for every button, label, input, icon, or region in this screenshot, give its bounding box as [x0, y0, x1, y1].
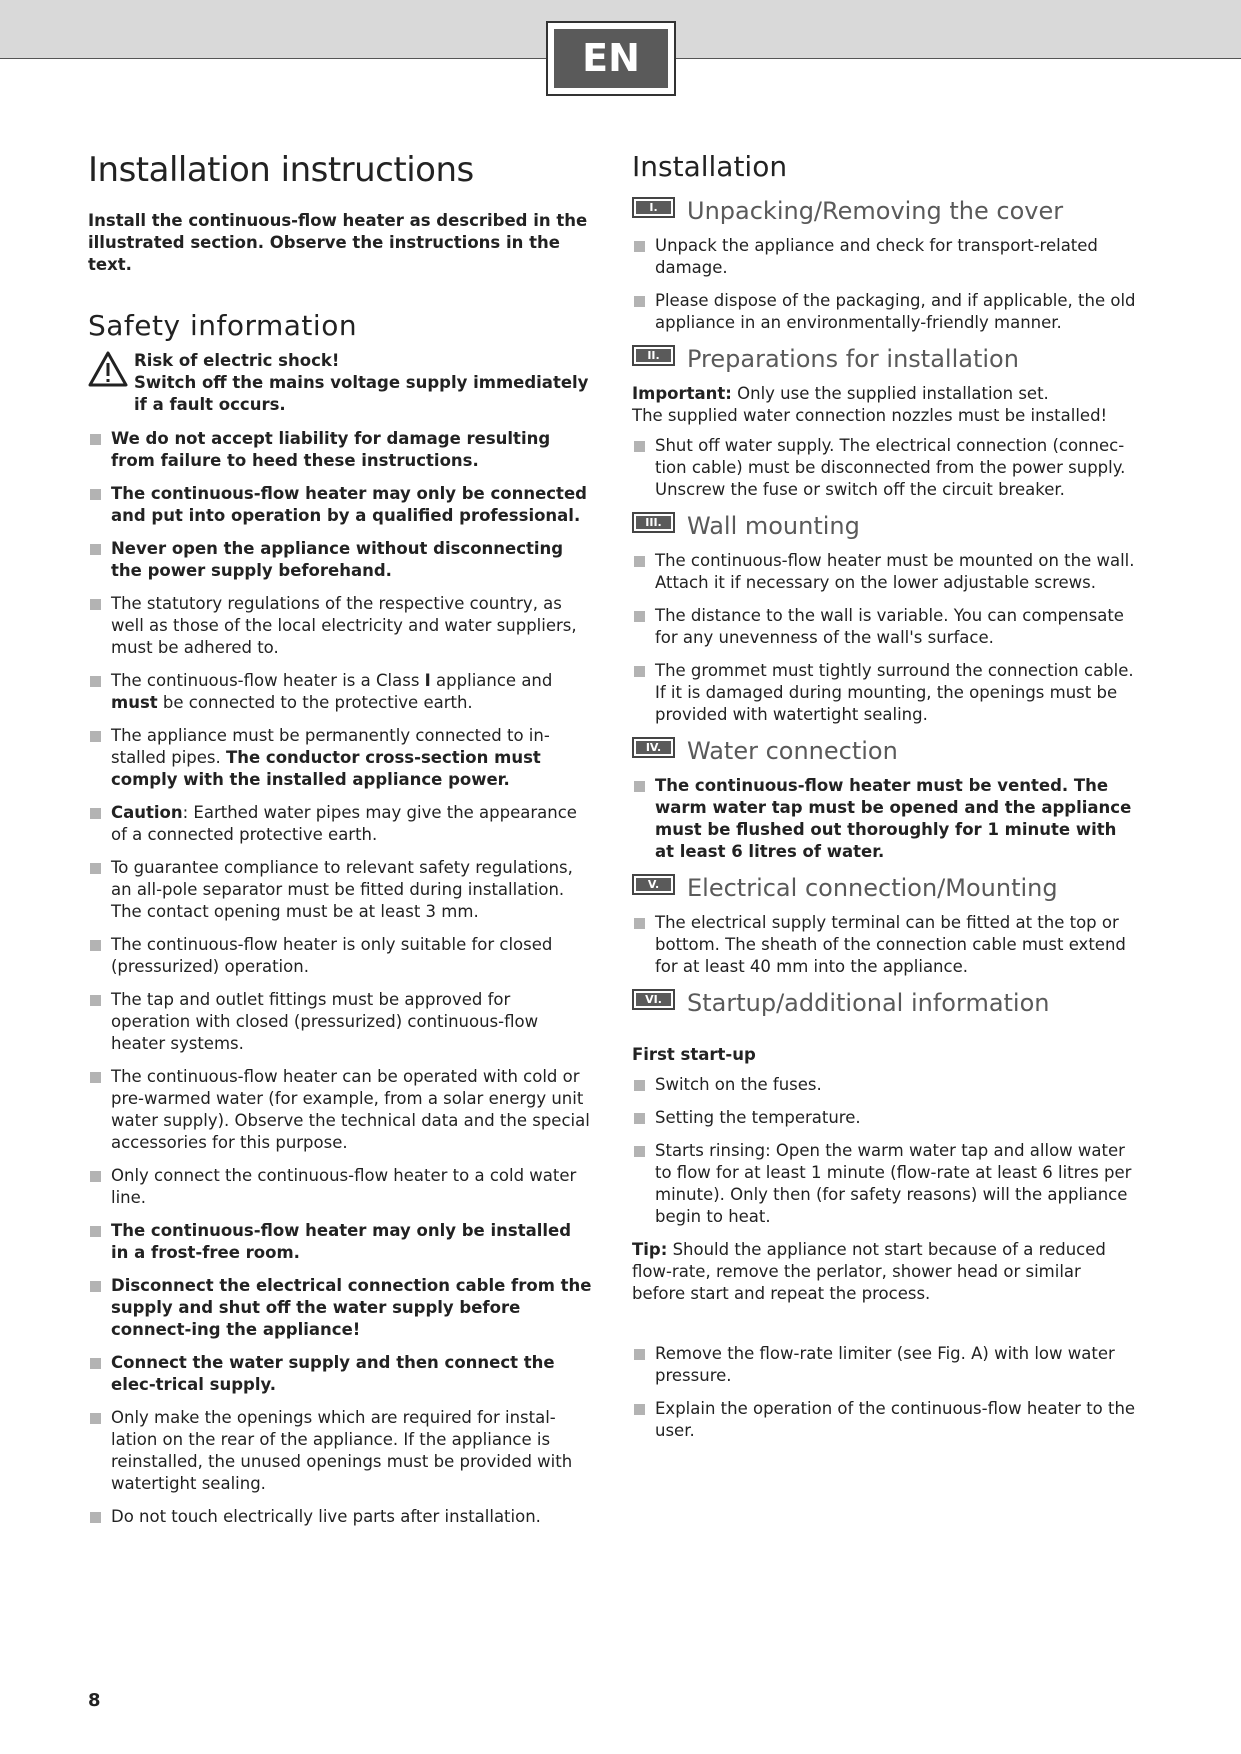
step-1-header: [632, 197, 1137, 225]
left-column: [88, 150, 593, 1539]
list-item: The continuous-flow heater must be mounted on the wall. Attach it if necessary on the lower adjustable screws.: [632, 550, 1137, 594]
language-code: EN: [554, 29, 668, 88]
step-title: Wall mounting: [687, 512, 860, 540]
installation-heading: Installation: [632, 150, 788, 183]
list-item: The continuous-flow heater may only be connected and put into operation by a qualified professional.: [88, 483, 593, 527]
list-item: The electrical supply terminal can be fitted at the top or bottom. The sheath of the connection cable must extend for at least 40 mm into the appliance.: [632, 912, 1137, 978]
step-5-list: [632, 912, 1137, 978]
list-item: Shut off water supply. The electrical connection (connec-tion cable) must be disconnected from the power supply. Unscrew the fuse or switch off the circuit breaker.: [632, 435, 1137, 501]
step-title: Startup/additional information: [687, 989, 1050, 1017]
list-item: We do not accept liability for damage resulting from failure to heed these instructions.: [88, 428, 593, 472]
right-column: [632, 150, 1137, 1453]
list-item: The distance to the wall is variable. You can compensate for any unevenness of the wall's surface.: [632, 605, 1137, 649]
list-item: The continuous-flow heater can be operated with cold or pre-warmed water (for example, from a solar energy unit water supply). Observe the technical data and the special accessories for this purpose.: [88, 1066, 593, 1154]
electric-shock-warning: [88, 350, 593, 416]
step-number-badge: I.: [632, 197, 675, 218]
page-number: 8: [88, 1690, 101, 1711]
step-3-list: [632, 550, 1137, 726]
step-3-header: [632, 512, 1137, 540]
step-2-list: [632, 435, 1137, 501]
list-item: Unpack the appliance and check for transport-related damage.: [632, 235, 1137, 279]
list-item: Starts rinsing: Open the warm water tap and allow water to flow for at least 1 minute (flow-rate at least 6 litres per minute). Only then (for safety reasons) will the appliance begin to heat.: [632, 1140, 1137, 1228]
first-startup-subheading: First start-up: [632, 1045, 756, 1064]
intro-text: Install the continuous-flow heater as described in the illustrated section. Observe the instructions in the text.: [88, 211, 588, 274]
step-number-badge: IV.: [632, 737, 675, 758]
step-1-list: [632, 235, 1137, 334]
list-item: To guarantee compliance to relevant safety regulations, an all-pole separator must be fitted during installation. The contact opening must be at least 3 mm.: [88, 857, 593, 923]
list-item: The appliance must be permanently connected to in-stalled pipes. The conductor cross-section must comply with the installed appliance power.: [88, 725, 593, 791]
step-number-badge: VI.: [632, 989, 675, 1010]
list-item: The statutory regulations of the respective country, as well as those of the local electricity and water suppliers, must be adhered to.: [88, 593, 593, 659]
warning-text: [134, 350, 593, 416]
language-badge: [546, 21, 676, 96]
list-item: The continuous-flow heater is only suitable for closed (pressurized) operation.: [88, 934, 593, 978]
step-4-list: [632, 775, 1137, 863]
list-item: Caution: Earthed water pipes may give the appearance of a connected protective earth.: [88, 802, 593, 846]
step-4-header: [632, 737, 1137, 765]
tip-note: Tip: Should the appliance not start because of a reduced flow-rate, remove the perlator, shower head or similar before start and repeat the process.: [632, 1240, 1106, 1303]
list-item: The grommet must tightly surround the connection cable. If it is damaged during mounting, the openings must be provided with watertight sealing.: [632, 660, 1137, 726]
step-title: Preparations for installation: [687, 345, 1019, 373]
list-item: Setting the temperature.: [632, 1107, 1137, 1129]
list-item: Never open the appliance without disconnecting the power supply beforehand.: [88, 538, 593, 582]
list-item: Do not touch electrically live parts after installation.: [88, 1506, 593, 1528]
list-item: Explain the operation of the continuous-flow heater to the user.: [632, 1398, 1137, 1442]
list-item: Please dispose of the packaging, and if applicable, the old appliance in an environmentally-friendly manner.: [632, 290, 1137, 334]
step-2-header: [632, 345, 1137, 373]
safety-list: [88, 428, 593, 1528]
list-item: Connect the water supply and then connect the elec-trical supply.: [88, 1352, 593, 1396]
list-item: Remove the flow-rate limiter (see Fig. A) with low water pressure.: [632, 1343, 1137, 1387]
list-item: Only connect the continuous-flow heater to a cold water line.: [88, 1165, 593, 1209]
step-6-extra-list: [632, 1343, 1137, 1442]
step-number-badge: III.: [632, 512, 675, 533]
step-title: Unpacking/Removing the cover: [687, 197, 1064, 225]
warning-line-1: Risk of electric shock!: [134, 351, 340, 370]
important-note: Important: Only use the supplied installation set. The supplied water connection nozzles must be installed!: [632, 384, 1108, 425]
step-6-list: [632, 1074, 1137, 1228]
step-title: Water connection: [687, 737, 898, 765]
step-number-badge: II.: [632, 345, 675, 366]
step-6-header: [632, 989, 1137, 1017]
page-title: Installation instructions: [88, 150, 474, 190]
list-item: Only make the openings which are required for instal-lation on the rear of the appliance. If the appliance is reinstalled, the unused openings must be provided with watertight sealing.: [88, 1407, 593, 1495]
safety-heading: Safety information: [88, 309, 358, 342]
list-item: The tap and outlet fittings must be approved for operation with closed (pressurized) continuous-flow heater systems.: [88, 989, 593, 1055]
step-5-header: [632, 874, 1137, 902]
list-item: The continuous-flow heater is a Class I appliance and must be connected to the protective earth.: [88, 670, 593, 714]
step-number-badge: V.: [632, 874, 675, 895]
step-title: Electrical connection/Mounting: [687, 874, 1058, 902]
warning-triangle-icon: [88, 350, 134, 392]
list-item: The continuous-flow heater may only be installed in a frost-free room.: [88, 1220, 593, 1264]
list-item: The continuous-flow heater must be vented. The warm water tap must be opened and the appliance must be flushed out thoroughly for 1 minute with at least 6 litres of water.: [632, 775, 1137, 863]
list-item: Switch on the fuses.: [632, 1074, 1137, 1096]
warning-line-2: Switch off the mains voltage supply immediately if a fault occurs.: [134, 373, 589, 414]
list-item: Disconnect the electrical connection cable from the supply and shut off the water supply before connect-ing the appliance!: [88, 1275, 593, 1341]
